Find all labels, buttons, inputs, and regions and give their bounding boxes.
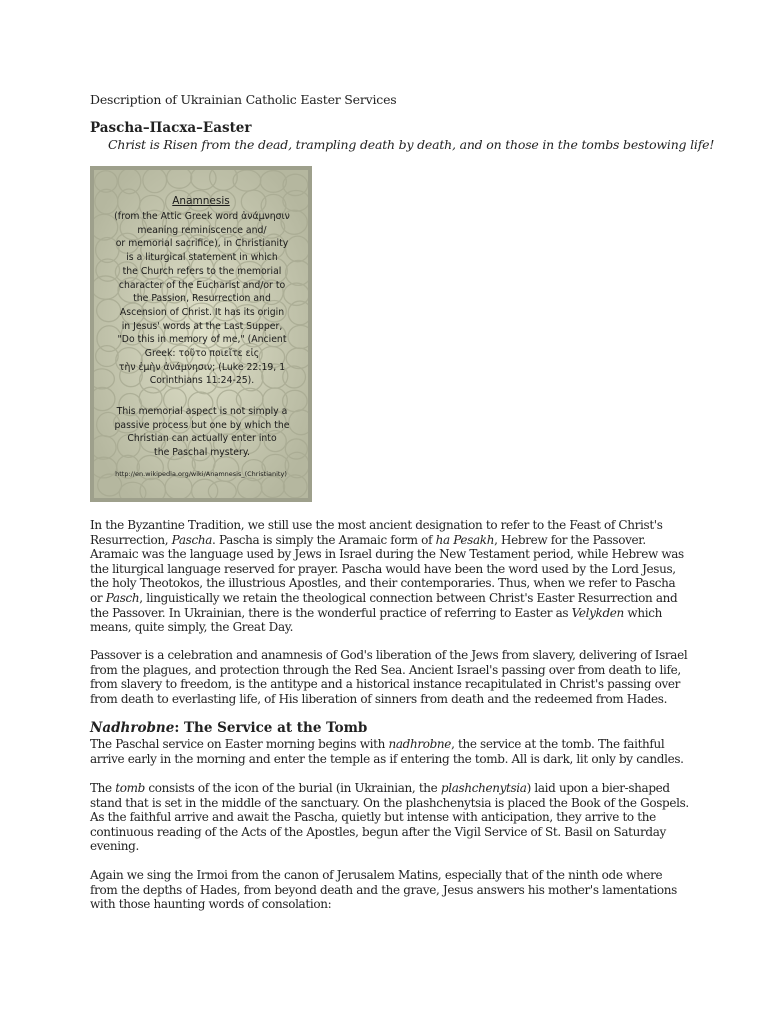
text-run: , the service at the tomb. The faithful arrive early in the morning and enter the temple as if entering the tomb. All is dark, lit only by candles. bbox=[90, 737, 684, 766]
inset-line: Ascension of Christ. It has its origin bbox=[119, 306, 285, 318]
italic-term: plashchenytsia bbox=[440, 781, 527, 795]
inset-line: passive process but one by which the bbox=[114, 419, 290, 431]
text-run: , Hebrew for the Passover. Aramaic was the language used by Jews in Israel during the New Testament period, while Hebrew was the liturgical language reserved for prayer. Pascha would have been the word used by the Lord Jesus, the holy Theotokos, the illustrious Apostles, and their contemporaries. Thus, when we refer to Pascha or bbox=[90, 532, 684, 605]
heading-text: : The Service at the Tomb bbox=[174, 720, 368, 736]
inset-line: the Paschal mystery. bbox=[154, 447, 250, 459]
inset-memorial bbox=[104, 405, 300, 460]
paragraph-tomb bbox=[90, 781, 690, 854]
italic-term: ha Pesakh bbox=[435, 532, 495, 547]
section-heading: Pascha–Пасха–Easter bbox=[90, 120, 252, 136]
inset-line: "Do this in memory of me," (Ancient bbox=[117, 334, 287, 346]
anamnesis-inset-image bbox=[90, 166, 312, 502]
italic-term: Pascha bbox=[171, 532, 213, 547]
inset-line: τὴν ἐμὴν ἀνάμνησιν; (Luke 22:19, 1 bbox=[118, 361, 286, 373]
inset-line: in Jesus' words at the Last Supper, bbox=[121, 320, 283, 332]
inset-line: This memorial aspect is not simply a bbox=[116, 406, 288, 417]
section-heading-nadhrobne bbox=[90, 720, 367, 736]
inset-line: or memorial sacrifice), in Christianity bbox=[115, 238, 289, 250]
section-subtitle: Christ is Risen from the dead, trampling death by death, and on those in the tombs bestowing life! bbox=[108, 137, 715, 152]
text-run: The bbox=[90, 781, 116, 795]
inset-line: Corinthians 11:24-25). bbox=[149, 375, 255, 387]
paragraph-pascha bbox=[90, 518, 690, 635]
inset-line: Greek: τοῦτο ποιεῖτε εἰς bbox=[144, 348, 260, 360]
paragraph-irmoi: Again we sing the Irmoi from the canon of Jerusalem Matins, especially that of the ninth ode where from the depths of Hades, from beyond death and the grave, Jesus answers his mother's lamentations with those haunting words of consolation: bbox=[90, 868, 677, 912]
paragraph-paschal-service bbox=[90, 737, 690, 766]
text-run: ) laid upon a bier-shaped stand that is set in the middle of the sanctuary. On the plashchenytsia is placed the Book of the Gospels. As the faithful arrive and await the Pascha, quietly but intense with anticipation, they arrive to the continuous reading of the Acts of the Apostles, begun after the Vigil Service of St. Basil on Saturday evening. bbox=[90, 781, 689, 854]
inset-line: meaning reminiscence and/ bbox=[137, 224, 267, 236]
italic-term: Nadhrobne bbox=[90, 720, 175, 736]
text-run: The Paschal service on Easter morning begins with bbox=[90, 737, 389, 751]
text-run: , linguistically we retain the theological connection between Christ's Easter Resurrection and the Passover. In Ukrainian, there is the wonderful practice of referring to Easter as bbox=[90, 590, 678, 620]
inset-line: is a liturgical statement in which bbox=[126, 252, 278, 264]
text-run: which means, quite simply, the Great Day. bbox=[90, 605, 662, 635]
inset-line: the Passion, Resurrection and bbox=[133, 293, 271, 305]
paragraph-passover: Passover is a celebration and anamnesis of God's liberation of the Jews from slavery, delivering of Israel from the plagues, and protection through the Red Sea. Ancient Israel's passing over from death to life, from slavery to freedom, is the antitype and a historical instance recapitulated in Christ's passing over from death to everlasting life, of His liberation of sinners from death and the redeemed from Hades. bbox=[90, 648, 688, 706]
inset-line: Christian can actually enter into bbox=[127, 433, 277, 445]
text-run: consists of the icon of the burial (in Ukrainian, the bbox=[144, 781, 441, 795]
italic-term: tomb bbox=[115, 781, 145, 795]
inset-source-url: http://en.wikipedia.org/wiki/Anamnesis_(Christianity) bbox=[115, 470, 287, 478]
inset-title: Anamnesis bbox=[172, 195, 230, 207]
text-run: . Pascha is simply the Aramaic form of bbox=[212, 532, 436, 547]
inset-line: the Church refers to the memorial bbox=[122, 265, 282, 277]
inset-line: (from the Attic Greek word ἀνάμνησιν bbox=[114, 211, 290, 222]
inset-definition bbox=[104, 210, 300, 388]
italic-term: Pasch bbox=[105, 590, 140, 605]
text-run: In the Byzantine Tradition, we still use the most ancient designation to refer to the Feast of Christ's Resurrection, bbox=[90, 518, 663, 547]
italic-term: nadhrobne bbox=[388, 737, 452, 751]
document-title: Description of Ukrainian Catholic Easter Services bbox=[90, 92, 397, 107]
inset-line: character of the Eucharist and/or to bbox=[118, 279, 286, 291]
italic-term: Velykden bbox=[571, 605, 624, 620]
